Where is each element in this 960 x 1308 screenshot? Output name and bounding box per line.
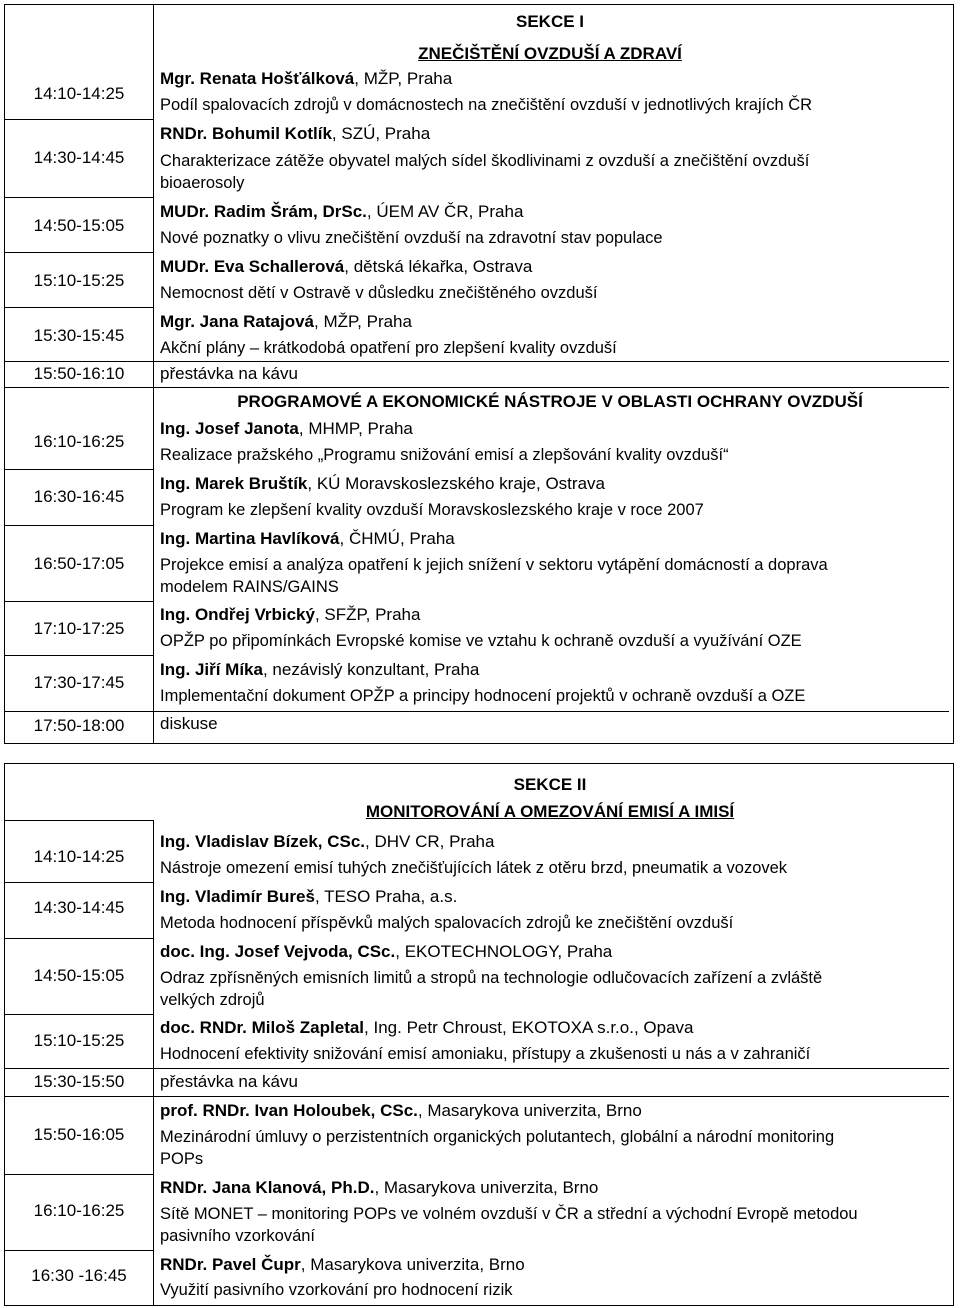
speaker <box>160 1177 598 1198</box>
speaker <box>160 1254 525 1275</box>
time-slot: 14:30-14:45 <box>33 898 125 917</box>
speaker-name: Ing. Ondřej Vrbický <box>160 605 315 624</box>
talk-title: Projekce emisí a analýza opatření k jejich snížení v sektoru vytápění domácností a doprava <box>160 556 828 574</box>
time-slot: 17:30-17:45 <box>33 673 125 692</box>
row-divider <box>5 387 949 388</box>
talk-title: Metoda hodnocení příspěvků malých spalovacích zdrojů ke znečištění ovzduší <box>160 914 734 932</box>
speaker-name: MUDr. Eva Schallerová <box>160 257 345 276</box>
speaker <box>160 659 479 680</box>
row-divider <box>5 820 153 821</box>
talk-title: Nemocnost dětí v Ostravě v důsledku znečištěného ovzduší <box>160 284 598 302</box>
speaker-name: RNDr. Jana Klanová, Ph.D. <box>160 1178 375 1197</box>
row-divider <box>5 655 153 656</box>
talk-title: Charakterizace zátěže obyvatel malých sídel škodlivinami z ovzduší a znečištění ovzduší <box>160 152 810 170</box>
talk-title: OPŽP po připomínkách Evropské komise ve vztahu k ochraně ovzduší a využívání OZE <box>160 632 802 650</box>
speaker-affiliation: , DHV CR, Praha <box>365 832 495 851</box>
speaker-name: Mgr. Jana Ratajová <box>160 312 315 331</box>
speaker <box>160 1100 642 1121</box>
row-divider <box>5 601 153 602</box>
speaker-name: doc. RNDr. Miloš Zapletal <box>160 1018 365 1037</box>
row-divider <box>5 252 153 253</box>
speaker-name: Ing. Jiří Míka <box>160 660 263 679</box>
speaker <box>160 604 420 625</box>
time-slot: 14:50-15:05 <box>33 216 125 235</box>
speaker-name: Ing. Martina Havlíková <box>160 529 340 548</box>
time-slot: 17:50-18:00 <box>33 716 125 735</box>
speaker <box>160 311 412 332</box>
time-slot: 16:10-16:25 <box>33 432 125 451</box>
speaker <box>160 68 452 89</box>
break-label: přestávka na kávu <box>160 364 298 383</box>
speaker-affiliation: , TESO Praha, a.s. <box>314 887 458 906</box>
talk-title: Mezinárodní úmluvy o perzistentních organických polutantech, globální a národní monitoring <box>160 1128 835 1146</box>
speaker-affiliation: , MŽP, Praha <box>354 69 453 88</box>
time-slot: 14:10-14:25 <box>33 84 125 103</box>
time-slot: 15:30-15:50 <box>33 1072 125 1091</box>
talk-title: Akční plány – krátkodobá opatření pro zlepšení kvality ovzduší <box>160 339 617 357</box>
speaker <box>160 1017 694 1038</box>
talk-title: Implementační dokument OPŽP a principy hodnocení projektů v ochraně ovzduší a OZE <box>160 687 806 705</box>
talk-title-cont: bioaerosoly <box>160 174 245 192</box>
speaker <box>160 123 430 144</box>
time-slot: 14:30-14:45 <box>33 148 125 167</box>
speaker-name: prof. RNDr. Ivan Holoubek, CSc. <box>160 1101 418 1120</box>
speaker-name: doc. Ing. Josef Vejvoda, CSc. <box>160 942 396 961</box>
time-slot: 15:10-15:25 <box>33 1031 125 1050</box>
speaker <box>160 528 455 549</box>
talk-title-cont: velkých zdrojů <box>160 991 265 1009</box>
speaker-affiliation: , ÚEM AV ČR, Praha <box>366 202 524 221</box>
talk-title: Sítě MONET – monitoring POPs ve volném ovzduší v ČR a střední a východní Evropě metodou <box>160 1205 858 1223</box>
section-title: SEKCE II <box>513 775 587 794</box>
time-slot: 16:10-16:25 <box>33 1201 125 1220</box>
row-divider <box>5 711 949 712</box>
row-divider <box>5 882 153 883</box>
speaker-affiliation: , MŽP, Praha <box>314 312 412 331</box>
speaker <box>160 418 413 439</box>
column-divider <box>153 5 154 743</box>
talk-title: Podíl spalovacích zdrojů v domácnostech na znečištění ovzduší v jednotlivých krajích ČR <box>160 96 813 114</box>
section-1-table <box>4 4 954 744</box>
row-divider <box>5 119 153 120</box>
time-slot: 16:30-16:45 <box>33 487 125 506</box>
speaker <box>160 941 612 962</box>
time-slot: 14:10-14:25 <box>33 847 125 866</box>
row-divider <box>5 1014 153 1015</box>
speaker-name: Mgr. Renata Hošťálková <box>160 69 355 88</box>
talk-title: Odraz zpřísněných emisních limitů a stropů na technologie odlučovacích zařízení a zvláště <box>160 969 823 987</box>
row-divider <box>5 197 153 198</box>
speaker-affiliation: , KÚ Moravskoslezského kraje, Ostrava <box>307 474 605 493</box>
speaker-name: MUDr. Radim Šrám, DrSc. <box>160 202 367 221</box>
speaker-affiliation: , dětská lékařka, Ostrava <box>344 257 533 276</box>
row-divider <box>5 361 949 362</box>
talk-title: Nástroje omezení emisí tuhých znečišťujících látek z otěru brzd, pneumatik a vozovek <box>160 859 788 877</box>
speaker <box>160 831 494 852</box>
row-divider <box>5 1250 153 1251</box>
speaker-affiliation: , EKOTECHNOLOGY, Praha <box>395 942 613 961</box>
time-slot: 15:10-15:25 <box>33 271 125 290</box>
speaker-affiliation: , MHMP, Praha <box>298 419 413 438</box>
talk-title: Realizace pražského „Programu snižování emisí a zlepšování kvality ovzduší“ <box>160 446 729 464</box>
break-label: přestávka na kávu <box>160 1072 298 1091</box>
speaker-affiliation: , SZÚ, Praha <box>331 124 431 143</box>
speaker <box>160 201 523 222</box>
talk-title-cont: pasivního vzorkování <box>160 1227 316 1245</box>
talk-title-cont: POPs <box>160 1150 204 1168</box>
speaker-affiliation: , Masarykova univerzita, Brno <box>417 1101 642 1120</box>
time-slot: 17:10-17:25 <box>33 619 125 638</box>
row-divider <box>5 938 153 939</box>
section-subtitle: MONITOROVÁNÍ A OMEZOVÁNÍ EMISÍ A IMISÍ <box>365 802 735 821</box>
speaker-name: Ing. Vladislav Bízek, CSc. <box>160 832 366 851</box>
speaker <box>160 473 605 494</box>
speaker-name: Ing. Vladimír Bureš <box>160 887 315 906</box>
speaker-affiliation: , ČHMÚ, Praha <box>339 529 455 548</box>
speaker <box>160 886 457 907</box>
row-divider <box>5 469 153 470</box>
row-divider <box>5 1068 949 1069</box>
section-2-table <box>4 763 954 1306</box>
speaker-affiliation: , nezávislý konzultant, Praha <box>262 660 480 679</box>
discussion-label: diskuse <box>160 714 218 733</box>
row-divider <box>5 307 153 308</box>
talk-title: Program ke zlepšení kvality ovzduší Moravskoslezského kraje v roce 2007 <box>160 501 704 519</box>
speaker <box>160 256 532 277</box>
section-subtitle: PROGRAMOVÉ A EKONOMICKÉ NÁSTROJE V OBLASTI OCHRANY OVZDUŠÍ <box>237 392 863 411</box>
time-slot: 14:50-15:05 <box>33 966 125 985</box>
section-subtitle: ZNEČIŠTĚNÍ OVZDUŠÍ A ZDRAVÍ <box>418 44 682 63</box>
speaker-name: RNDr. Pavel Čupr <box>160 1255 301 1274</box>
column-divider <box>153 820 154 1305</box>
time-slot: 15:30-15:45 <box>33 326 125 345</box>
speaker-name: Ing. Marek Bruštík <box>160 474 308 493</box>
time-slot: 15:50-16:10 <box>33 364 125 383</box>
time-slot: 16:30 -16:45 <box>31 1266 127 1285</box>
speaker-affiliation: , SFŽP, Praha <box>314 605 421 624</box>
talk-title: Hodnocení efektivity snižování emisí amoniaku, přístupy a zkušenosti u nás a v zahraničí <box>160 1045 811 1063</box>
speaker-affiliation: , Ing. Petr Chroust, EKOTOXA s.r.o., Opava <box>364 1018 694 1037</box>
talk-title: Využití pasivního vzorkování pro hodnocení rizik <box>160 1281 513 1299</box>
speaker-name: Ing. Josef Janota <box>160 419 299 438</box>
row-divider <box>5 1096 949 1097</box>
time-slot: 16:50-17:05 <box>33 554 125 573</box>
speaker-name: RNDr. Bohumil Kotlík <box>160 124 332 143</box>
speaker-affiliation: , Masarykova univerzita, Brno <box>374 1178 599 1197</box>
speaker-affiliation: , Masarykova univerzita, Brno <box>300 1255 525 1274</box>
section-title: SEKCE I <box>515 12 585 31</box>
talk-title: Nové poznatky o vlivu znečištění ovzduší na zdravotní stav populace <box>160 229 663 247</box>
time-slot: 15:50-16:05 <box>33 1125 125 1144</box>
row-divider <box>5 525 153 526</box>
talk-title-cont: modelem RAINS/GAINS <box>160 578 339 596</box>
row-divider <box>5 1174 153 1175</box>
